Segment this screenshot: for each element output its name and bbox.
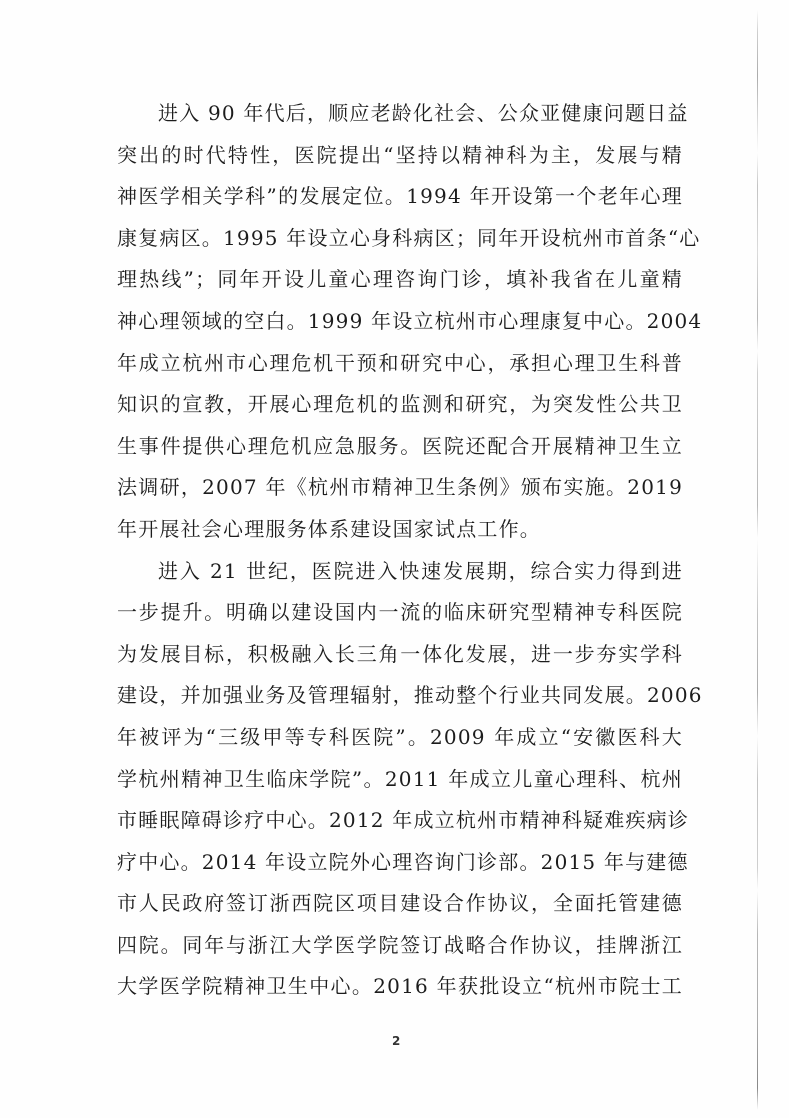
paragraph-1-line-7: 年成立杭州市心理危机干预和研究中心，承担心理卫生科普	[117, 350, 683, 375]
paragraph-1-line-4: 康复病区。1995 年设立心身科病区；同年开设杭州市首条“心	[117, 225, 701, 250]
paragraph-1-line-3: 神医学相关学科”的发展定位。1994 年开设第一个老年心理	[117, 184, 683, 209]
paragraph-1-line-2: 突出的时代特性，医院提出“坚持以精神科为主，发展与精	[117, 142, 683, 167]
body-text	[117, 96, 703, 1011]
paragraph-2-line-6: 学杭州精神卫生临床学院”。2011 年成立儿童心理科、杭州	[117, 766, 683, 791]
paragraph-2-line-11: 大学医学院精神卫生中心。2016 年获批设立“杭州市院士工	[117, 974, 683, 999]
paragraph-1-line-5: 理热线”；同年开设儿童心理咨询门诊，填补我省在儿童精	[117, 267, 683, 292]
paragraph-2-line-2: 一步提升。明确以建设国内一流的临床研究型精神专科医院	[117, 600, 683, 625]
page-number: 2	[392, 1034, 401, 1048]
paragraph-2-line-5: 年被评为“三级甲等专科医院”。2009 年成立“安徽医科大	[117, 724, 683, 749]
paragraph-2-line-4: 建设，并加强业务及管理辐射，推动整个行业共同发展。2006	[117, 683, 703, 708]
paragraph-2-line-1: 进入 21 世纪，医院进入快速发展期，综合实力得到进	[158, 558, 683, 583]
paragraph-1-line-6: 神心理领域的空白。1999 年设立杭州市心理康复中心。2004	[117, 308, 703, 333]
paragraph-1-line-8: 知识的宣教，开展心理危机的监测和研究，为突发性公共卫	[117, 392, 683, 417]
scan-edge-line	[757, 10, 758, 1110]
paragraph-2-line-9: 市人民政府签订浙西院区项目建设合作协议，全面托管建德	[117, 891, 683, 916]
paragraph-1-line-1: 进入 90 年代后，顺应老龄化社会、公众亚健康问题日益	[158, 101, 689, 125]
paragraph-2-line-7: 市睡眠障碍诊疗中心。2012 年成立杭州市精神科疑难疾病诊	[117, 808, 690, 833]
paragraph-1-line-11: 年开展社会心理服务体系建设国家试点工作。	[117, 516, 541, 541]
paragraph-2-line-8: 疗中心。2014 年设立院外心理咨询门诊部。2015 年与建德	[117, 849, 689, 874]
paragraph-2-line-3: 为发展目标，积极融入长三角一体化发展，进一步夯实学科	[117, 641, 683, 666]
paragraph-2-line-10: 四院。同年与浙江大学医学院签订战略合作协议，挂牌浙江	[117, 932, 683, 957]
paragraph-1-line-9: 生事件提供心理危机应急服务。医院还配合开展精神卫生立	[117, 433, 683, 458]
paragraph-1-line-10: 法调研，2007 年《杭州市精神卫生条例》颁布实施。2019	[117, 475, 683, 500]
